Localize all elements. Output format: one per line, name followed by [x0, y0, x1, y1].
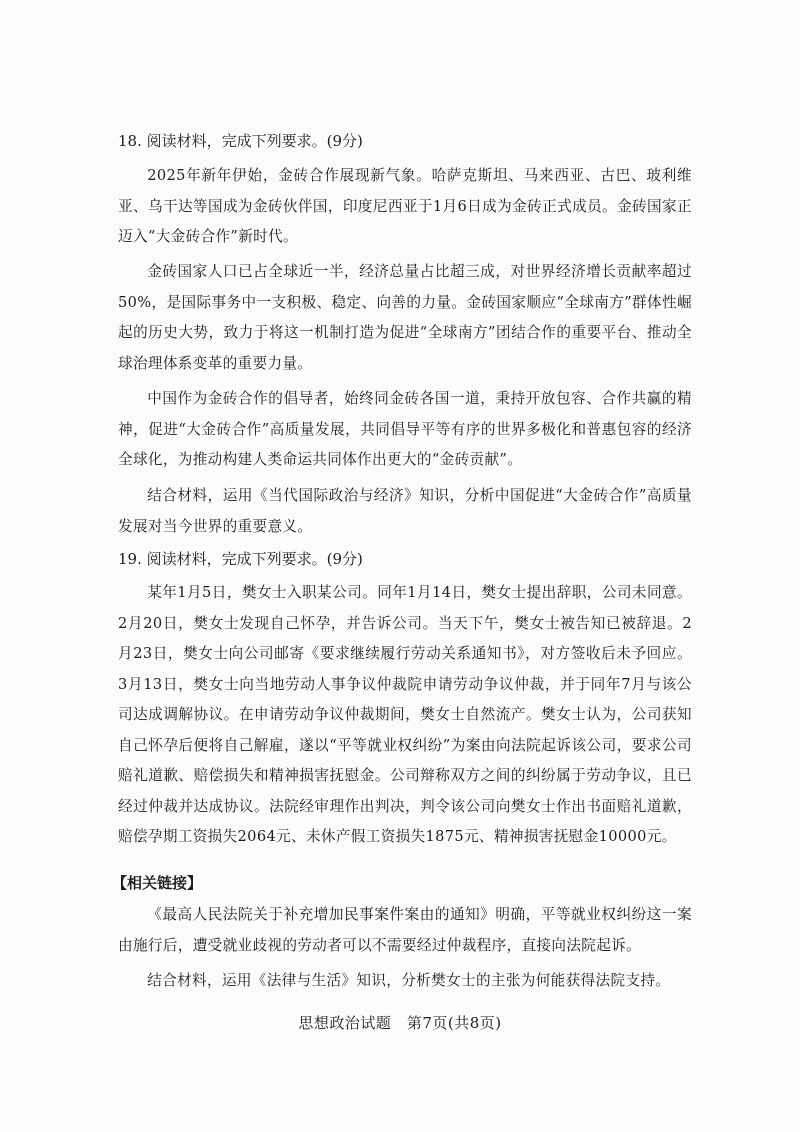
q18-requirement: 结合材料，运用《当代国际政治与经济》知识，分析中国促进“大金砖合作”高质量发展对当今世界的重要意义。 — [118, 487, 692, 535]
q19-requirement: 结合材料，运用《法律与生活》知识，分析樊女士的主张为何能获得法院支持。 — [147, 972, 671, 989]
page-footer: 思想政治试题 第7页(共8页) — [298, 1014, 502, 1032]
q18-material-paragraph-1: 2025年新年伊始，金砖合作展现新气象。哈萨克斯坦、马来西亚、古巴、玻利维亚、乌干达等国成为金砖伙伴国，印度尼西亚于1月6日成为金砖正式成员。金砖国家正迈入“大金砖合作”新时代。 — [118, 167, 692, 245]
related-link-heading: 【相关链接】 — [112, 874, 203, 892]
question-19-title: 19. 阅读材料，完成下列要求。(9分) — [118, 550, 363, 568]
q19-material-paragraph: 某年1月5日，樊女士入职某公司。同年1月14日，樊女士提出辞职，公司未同意。2月20日，樊女士发现自己怀孕，并告诉公司。当天下午，樊女士被告知已被辞退。2月23日，樊女士向公司邮寄《要求继续履行劳动关系通知书》，对方签收后未予回应。3月13日，樊女士向当地劳动人事争议仲裁院申请劳动争议仲裁，并于同年7月与该公司达成调解协议。在申请劳动争议仲裁期间，樊女士自然流产。樊女士认为，公司获知自己怀孕后便将自己解雇，遂以“平等就业权纠纷”为案由向法院起诉该公司，要求公司赔礼道歉、赔偿损失和精神损害抚慰金。公司辩称双方之间的纠纷属于劳动争议，且已经过仲裁并达成协议。法院经审理作出判决，判令该公司向樊女士作出书面赔礼道歉，赔偿孕期工资损失2064元、未休产假工资损失1875元、精神损害抚慰金10000元。 — [118, 584, 692, 845]
q18-material-paragraph-2: 金砖国家人口已占全球近一半，经济总量占比超三成，对世界经济增长贡献率超过50%，是国际事务中一支积极、稳定、向善的力量。金砖国家顺应“全球南方”群体性崛起的历史大势，致力于将这一机制打造为促进“全球南方”团结合作的重要平台、推动全球治理体系变革的重要力量。 — [118, 263, 692, 372]
question-18-title: 18. 阅读材料，完成下列要求。(9分) — [118, 132, 363, 150]
q18-material-paragraph-3: 中国作为金砖合作的倡导者，始终同金砖各国一道，秉持开放包容、合作共赢的精神，促进“大金砖合作”高质量发展，共同倡导平等有序的世界多极化和普惠包容的经济全球化，为推动构建人类命运共同体作出更大的“金砖贡献”。 — [118, 390, 692, 468]
related-link-paragraph: 《最高人民法院关于补充增加民事案件案由的通知》明确，平等就业权纠纷这一案由施行后，遭受就业歧视的劳动者可以不需要经过仲裁程序，直接向法院起诉。 — [118, 906, 692, 954]
